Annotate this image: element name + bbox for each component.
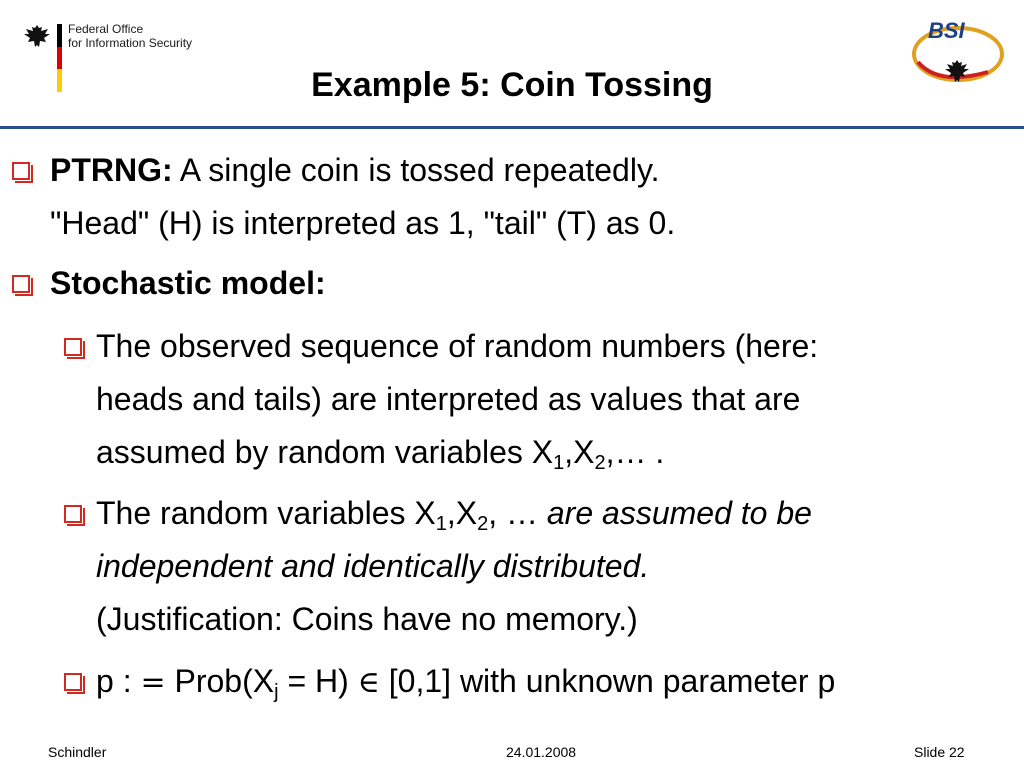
bsi-logo-text: BSI bbox=[928, 18, 965, 43]
sub-bullet-2-line-1: The random variables $X_1,X_2$, … are assumed to be bbox=[96, 495, 812, 535]
page-title: Example 5: Coin Tossing bbox=[311, 66, 713, 104]
org-name bbox=[68, 22, 192, 50]
ptrng-text: A single coin is tossed repeatedly. bbox=[172, 152, 660, 188]
org-line-2: for Information Security bbox=[68, 36, 193, 50]
bullet-icon bbox=[12, 275, 30, 293]
federal-eagle-icon bbox=[22, 22, 52, 52]
ptrng-line-2: "Head" (H) is interpreted as 1, "tail" (T) as 0. bbox=[50, 205, 676, 241]
org-line-1: Federal Office bbox=[68, 22, 144, 36]
bullet-icon bbox=[12, 162, 30, 180]
sub-bullet-2-line-3: (Justification: Coins have no memory.) bbox=[96, 601, 638, 637]
sub-bullet-3: p : = $Prob(X_j = H)$ ∈ [0,1] with unknown parameter p bbox=[96, 663, 836, 703]
title-divider bbox=[0, 126, 1024, 129]
sub-bullet-1-line-2: heads and tails) are interpreted as values that are bbox=[96, 381, 801, 417]
sub-bullet-icon bbox=[64, 673, 82, 691]
footer-slide-number: Slide 22 bbox=[914, 744, 965, 760]
sub-bullet-1-line-3: assumed by random variables $X_1,X_2,\dots$ . bbox=[96, 434, 665, 474]
sub-bullet-icon bbox=[64, 338, 82, 356]
ptrng-label: PTRNG: bbox=[50, 152, 173, 188]
sub-bullet-icon bbox=[64, 505, 82, 523]
bullet-ptrng bbox=[50, 143, 659, 197]
sub-bullet-1-line-1: The observed sequence of random numbers (here: bbox=[96, 328, 819, 364]
footer-date: 24.01.2008 bbox=[506, 744, 577, 760]
footer-author: Schindler bbox=[48, 744, 107, 760]
bullet-stochastic-model: Stochastic model: bbox=[50, 265, 326, 301]
sub-bullet-2-line-2: independent and identically distributed. bbox=[96, 548, 650, 584]
